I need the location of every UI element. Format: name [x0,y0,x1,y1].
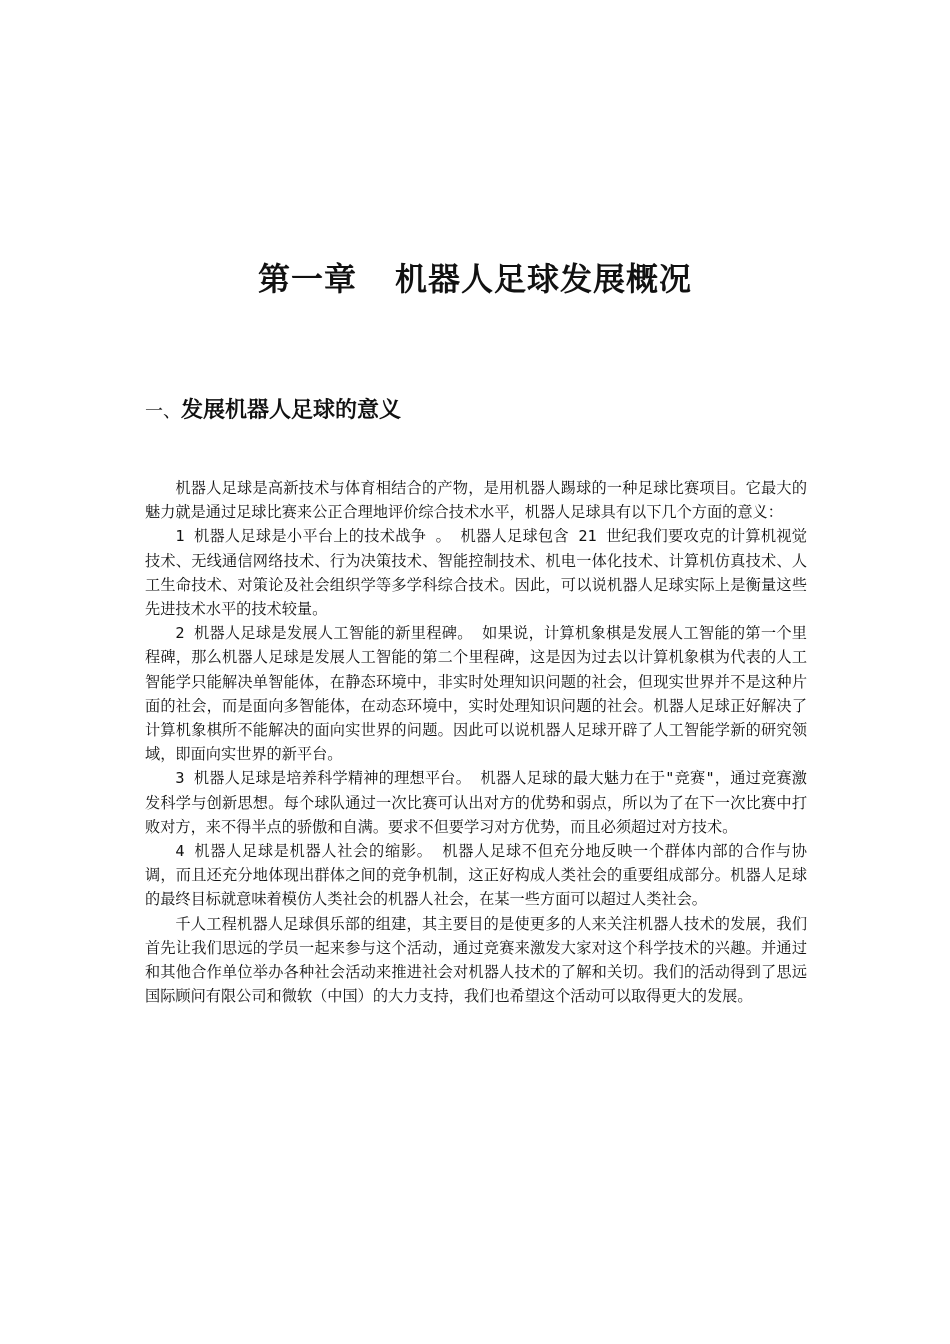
section-title: 发展机器人足球的意义 [181,398,402,423]
paragraph-closing: 千人工程机器人足球俱乐部的组建，其主要目的是使更多的人来关注机器人技术的发展，我们首先让我们思远的学员一起来参与这个活动，通过竞赛来激发大家对这个科学技术的兴趣。并通过和其他合作单位举办各种社会活动来推进社会对机器人技术的了解和关切。我们的活动得到了思远国际顾问有限公司和微软（中国）的大力支持，我们也希望这个活动可以取得更大的发展。 [145,914,807,1006]
body-text [145,476,807,1008]
paragraph-point-3: 3 机器人足球是培养科学精神的理想平台。 机器人足球的最大魅力在于"竞赛"，通过竞赛激发科学与创新思想。每个球队通过一次比赛可认出对方的优势和弱点，所以为了在下一次比赛中打败对方，来不得半点的骄傲和自满。要求不但要学习对方优势，而且必须超过对方技术。 [145,769,807,836]
paragraph-point-4: 4 机器人足球是机器人社会的缩影。 机器人足球不但充分地反映一个群体内部的合作与协调，而且还充分地体现出群体之间的竞争机制，这正好构成人类社会的重要组成部分。机器人足球的最终目标就意味着模仿人类社会的机器人社会，在某一些方面可以超过人类社会。 [145,842,807,909]
paragraph-intro: 机器人足球是高新技术与体育相结合的产物，是用机器人踢球的一种足球比赛项目。它最大的魅力就是通过足球比赛来公正合理地评价综合技术水平，机器人足球具有以下几个方面的意义： [145,479,807,522]
paragraph-point-1: 1 机器人足球是小平台上的技术战争 。 机器人足球包含 21 世纪我们要攻克的计算机视觉技术、无线通信网络技术、行为决策技术、智能控制技术、机电一体化技术、计算机仿真技术、人工生命技术、对策论及社会组织学等多学科综合技术。因此，可以说机器人足球实际上是衡量这些先进技术水平的技术较量。 [145,527,807,619]
section-number: 一、 [145,401,181,422]
paragraph-point-2: 2 机器人足球是发展人工智能的新里程碑。 如果说，计算机象棋是发展人工智能的第一个里程碑，那么机器人足球是发展人工智能的第二个里程碑，这是因为过去以计算机象棋为代表的人工智能学只能解决单智能体，在静态环境中，非实时处理知识问题的社会，但现实世界并不是这种片面的社会，而是面向多智能体，在动态环境中，实时处理知识问题的社会。机器人足球正好解决了计算机象棋所不能解决的面向实世界的问题。因此可以说机器人足球开辟了人工智能学新的研究领域，即面向实世界的新平台。 [145,624,807,764]
chapter-number: 第一章 [257,260,357,298]
section-heading [145,393,401,430]
chapter-name: 机器人足球发展概况 [395,260,693,298]
chapter-title [0,255,950,303]
